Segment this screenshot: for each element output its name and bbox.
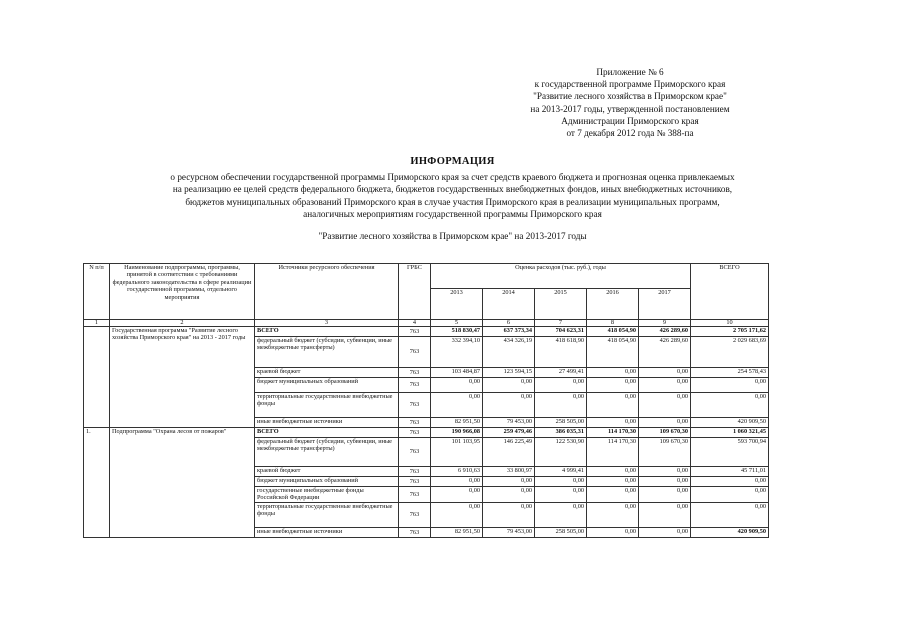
value-cell: 0,00: [535, 393, 587, 418]
value-cell: 258 505,00: [535, 527, 587, 537]
value-cell: 258 505,00: [535, 418, 587, 428]
col-index: 5: [431, 320, 483, 327]
col-index: 4: [399, 320, 431, 327]
value-cell: 0,00: [639, 527, 691, 537]
source-cell: федеральный бюджет (субсидии, субвенции, иные межбюджетные трансферты): [255, 438, 399, 467]
value-cell: 0,00: [431, 477, 483, 487]
value-cell: 109 670,30: [639, 438, 691, 467]
value-cell: 386 035,31: [535, 428, 587, 438]
total-cell: 1 060 321,45: [691, 428, 769, 438]
col-index: 7: [535, 320, 587, 327]
value-cell: 0,00: [483, 487, 535, 503]
value-cell: 101 103,95: [431, 438, 483, 467]
value-cell: 418 054,90: [587, 327, 639, 337]
value-cell: 33 800,97: [483, 467, 535, 477]
header-grbs: ГРБС: [399, 264, 431, 320]
appendix-line: Администрации Приморского края: [561, 115, 699, 126]
total-cell: 0,00: [691, 378, 769, 393]
total-cell: 2 029 683,69: [691, 337, 769, 368]
value-cell: 146 225,49: [483, 438, 535, 467]
grbs-cell: 763: [399, 378, 431, 393]
header-year: 2014: [483, 289, 535, 320]
col-index: 3: [255, 320, 399, 327]
source-cell: территориальные государственные внебюджетные фонды: [255, 502, 399, 527]
value-cell: 0,00: [587, 368, 639, 378]
col-index: 8: [587, 320, 639, 327]
value-cell: 0,00: [483, 378, 535, 393]
appendix-line: от 7 декабря 2012 года № 388-па: [566, 128, 694, 139]
subtitle-line: на реализацию ее целей средств федерального бюджета, бюджетов государственных внебюджетных фондов, иных внебюджетных источников,: [172, 184, 733, 195]
col-index: 1: [84, 320, 110, 327]
value-cell: 426 289,60: [639, 337, 691, 368]
value-cell: 418 618,90: [535, 337, 587, 368]
value-cell: 0,00: [587, 487, 639, 503]
value-cell: 0,00: [535, 378, 587, 393]
value-cell: 0,00: [639, 378, 691, 393]
value-cell: 434 326,19: [483, 337, 535, 368]
header-num: N п/п: [84, 264, 110, 320]
col-index: 9: [639, 320, 691, 327]
header-source: Источники ресурсного обеспечения: [255, 264, 399, 320]
grbs-cell: 763: [399, 327, 431, 337]
source-cell: ВСЕГО: [255, 327, 399, 337]
header-year: 2016: [587, 289, 639, 320]
value-cell: 704 623,31: [535, 327, 587, 337]
appendix-line: "Развитие лесного хозяйства в Приморском крае": [533, 91, 727, 102]
row-number: 1.: [84, 428, 110, 538]
source-cell: государственные внебюджетные фонды Российской Федерации: [255, 487, 399, 503]
subtitle-line: бюджетов муниципальных образований Приморского края в случае участия Приморского края в реализации муниципальных программ,: [185, 196, 720, 207]
value-cell: 0,00: [639, 393, 691, 418]
value-cell: 0,00: [483, 393, 535, 418]
appendix-line: Приложение № 6: [596, 67, 664, 77]
source-cell: федеральный бюджет (субсидии, субвенции, иные межбюджетные трансферты): [255, 337, 399, 368]
col-index: 2: [110, 320, 255, 327]
program-name-cell: Государственная программа "Развитие лесного хозяйства Приморского края" на 2013 - 2017 годы: [110, 327, 255, 428]
value-cell: 0,00: [587, 393, 639, 418]
subtitle-line: о ресурсном обеспечении государственной программы Приморского края за счет средств краевого бюджета и прогнозная оценка привлекаемых: [170, 172, 735, 182]
value-cell: 0,00: [483, 477, 535, 487]
grbs-cell: 763: [399, 428, 431, 438]
value-cell: 0,00: [639, 418, 691, 428]
total-cell: 2 705 171,62: [691, 327, 769, 337]
col-index: 10: [691, 320, 769, 327]
value-cell: 0,00: [639, 487, 691, 503]
value-cell: 418 054,90: [587, 337, 639, 368]
total-cell: 593 700,94: [691, 438, 769, 467]
source-cell: бюджет муниципальных образований: [255, 378, 399, 393]
grbs-cell: 763: [399, 393, 431, 418]
value-cell: 79 453,00: [483, 418, 535, 428]
value-cell: 114 170,30: [587, 428, 639, 438]
document-subtitle: [60, 171, 845, 221]
value-cell: 0,00: [535, 502, 587, 527]
value-cell: 426 289,60: [639, 327, 691, 337]
header-name: Наименование подпрограммы, программы, принятой в соответствии с требованиями федерального законодательства в сфере реализации государственной программы, отдельного мероприятия: [110, 264, 255, 320]
value-cell: 122 530,90: [535, 438, 587, 467]
value-cell: 0,00: [587, 418, 639, 428]
table-row: [84, 428, 769, 438]
value-cell: 0,00: [639, 502, 691, 527]
source-cell: территориальные государственные внебюджетные фонды: [255, 393, 399, 418]
value-cell: 82 951,50: [431, 527, 483, 537]
value-cell: 0,00: [587, 467, 639, 477]
value-cell: 0,00: [535, 487, 587, 503]
appendix-line: на 2013-2017 годы, утвержденной постановлением: [530, 103, 730, 114]
total-cell: 0,00: [691, 477, 769, 487]
col-index: 6: [483, 320, 535, 327]
total-cell: 254 578,43: [691, 368, 769, 378]
value-cell: 0,00: [587, 378, 639, 393]
source-cell: ВСЕГО: [255, 428, 399, 438]
total-cell: 45 711,01: [691, 467, 769, 477]
grbs-cell: 763: [399, 438, 431, 467]
header-total: ВСЕГО: [691, 264, 769, 320]
header-year: 2015: [535, 289, 587, 320]
value-cell: 190 966,08: [431, 428, 483, 438]
source-cell: бюджет муниципальных образований: [255, 477, 399, 487]
total-cell: 420 909,50: [691, 527, 769, 537]
value-cell: 637 373,34: [483, 327, 535, 337]
value-cell: 0,00: [431, 502, 483, 527]
value-cell: 123 594,15: [483, 368, 535, 378]
value-cell: 6 910,63: [431, 467, 483, 477]
source-cell: краевой бюджет: [255, 467, 399, 477]
grbs-cell: 763: [399, 368, 431, 378]
value-cell: 0,00: [639, 368, 691, 378]
value-cell: 79 453,00: [483, 527, 535, 537]
grbs-cell: 763: [399, 337, 431, 368]
value-cell: 518 830,47: [431, 327, 483, 337]
value-cell: 0,00: [483, 502, 535, 527]
table-header-row: [84, 264, 769, 289]
total-cell: 0,00: [691, 393, 769, 418]
value-cell: 0,00: [431, 378, 483, 393]
value-cell: 0,00: [431, 393, 483, 418]
grbs-cell: 763: [399, 477, 431, 487]
value-cell: 0,00: [639, 467, 691, 477]
value-cell: 259 479,46: [483, 428, 535, 438]
value-cell: 0,00: [535, 477, 587, 487]
value-cell: 0,00: [587, 477, 639, 487]
grbs-cell: 763: [399, 467, 431, 477]
value-cell: 103 484,87: [431, 368, 483, 378]
total-cell: 0,00: [691, 502, 769, 527]
header-year: 2013: [431, 289, 483, 320]
grbs-cell: 763: [399, 487, 431, 503]
value-cell: 0,00: [639, 477, 691, 487]
column-index-row: [84, 320, 769, 327]
document-title: ИНФОРМАЦИЯ: [410, 156, 495, 167]
grbs-cell: 763: [399, 418, 431, 428]
appendix-header: [500, 66, 760, 139]
value-cell: 332 394,10: [431, 337, 483, 368]
value-cell: 0,00: [431, 487, 483, 503]
total-cell: 0,00: [691, 487, 769, 503]
value-cell: 114 170,30: [587, 438, 639, 467]
value-cell: 0,00: [587, 527, 639, 537]
row-number: [84, 327, 110, 428]
grbs-cell: 763: [399, 502, 431, 527]
program-name-cell: Подпрограмма "Охрана лесов от пожаров": [110, 428, 255, 538]
header-year: 2017: [639, 289, 691, 320]
source-cell: иные внебюджетные источники: [255, 527, 399, 537]
source-cell: иные внебюджетные источники: [255, 418, 399, 428]
grbs-cell: 763: [399, 527, 431, 537]
value-cell: 27 499,41: [535, 368, 587, 378]
program-name: "Развитие лесного хозяйства в Приморском крае" на 2013-2017 годы: [318, 231, 587, 241]
appendix-line: к государственной программе Приморского края: [534, 79, 726, 90]
value-cell: 4 999,41: [535, 467, 587, 477]
total-cell: 420 909,50: [691, 418, 769, 428]
value-cell: 82 951,50: [431, 418, 483, 428]
source-cell: краевой бюджет: [255, 368, 399, 378]
subtitle-line: аналогичных мероприятиям государственной программы Приморского края: [303, 209, 602, 220]
value-cell: 109 670,30: [639, 428, 691, 438]
value-cell: 0,00: [587, 502, 639, 527]
resource-table: [83, 263, 769, 538]
header-estimate: Оценка расходов (тыс. руб.), годы: [431, 264, 691, 289]
table-row: [84, 327, 769, 337]
